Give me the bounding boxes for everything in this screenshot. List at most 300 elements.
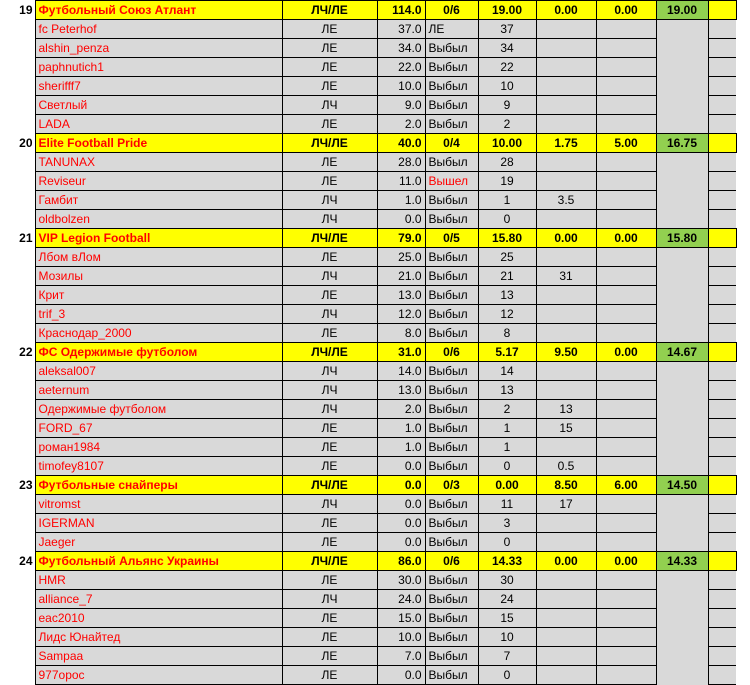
player-name: Гамбит	[35, 191, 282, 210]
team-row	[13, 476, 736, 495]
player-points: 21.0	[377, 267, 425, 286]
row-spacer	[708, 39, 736, 58]
player-status: Выбыл	[425, 647, 478, 666]
team-name: Футбольный Альянс Украины	[35, 552, 282, 571]
player-name: Лбом вЛом	[35, 248, 282, 267]
player-row	[13, 666, 736, 685]
team-score-2: 0.00	[536, 229, 596, 248]
player-score-2	[536, 305, 596, 324]
row-spacer	[708, 552, 736, 571]
player-league-type: ЛЕ	[282, 609, 377, 628]
player-name: Reviseur	[35, 172, 282, 191]
player-status: Выбыл	[425, 514, 478, 533]
player-status: Выбыл	[425, 628, 478, 647]
player-name: aleksal007	[35, 362, 282, 381]
rank-blank	[13, 438, 35, 457]
player-status: Выбыл	[425, 362, 478, 381]
team-score-3: 0.00	[596, 1, 656, 20]
player-score-3-blank	[596, 571, 656, 590]
team-league-type: ЛЧ/ЛЕ	[282, 134, 377, 153]
team-score-1: 15.80	[478, 229, 536, 248]
row-spacer	[708, 647, 736, 666]
player-league-type: ЛЕ	[282, 286, 377, 305]
row-spacer	[708, 267, 736, 286]
player-total-blank	[656, 191, 708, 210]
player-score-1: 7	[478, 647, 536, 666]
player-row	[13, 305, 736, 324]
player-score-1: 13	[478, 286, 536, 305]
player-points: 9.0	[377, 96, 425, 115]
player-score-1: 19	[478, 172, 536, 191]
player-score-3-blank	[596, 20, 656, 39]
row-spacer	[708, 476, 736, 495]
team-points: 86.0	[377, 552, 425, 571]
team-name: Elite Football Pride	[35, 134, 282, 153]
player-score-2: 3.5	[536, 191, 596, 210]
team-total: 14.33	[656, 552, 708, 571]
player-points: 10.0	[377, 77, 425, 96]
player-points: 11.0	[377, 172, 425, 191]
row-spacer	[708, 248, 736, 267]
player-score-2: 0.5	[536, 457, 596, 476]
player-score-2	[536, 20, 596, 39]
player-points: 30.0	[377, 571, 425, 590]
team-name: ФС Одержимые футболом	[35, 343, 282, 362]
player-score-3-blank	[596, 533, 656, 552]
player-name: oldbolzen	[35, 210, 282, 229]
player-league-type: ЛЧ	[282, 495, 377, 514]
team-rank: 24	[13, 552, 35, 571]
player-row	[13, 20, 736, 39]
player-score-1: 1	[478, 419, 536, 438]
player-row	[13, 609, 736, 628]
player-status: Выбыл	[425, 77, 478, 96]
team-score-1: 19.00	[478, 1, 536, 20]
player-row	[13, 191, 736, 210]
team-row	[13, 343, 736, 362]
player-name: alshin_penza	[35, 39, 282, 58]
player-row	[13, 286, 736, 305]
row-spacer	[708, 1, 736, 20]
player-status: Выбыл	[425, 96, 478, 115]
player-name: paphnutich1	[35, 58, 282, 77]
player-total-blank	[656, 77, 708, 96]
player-row	[13, 590, 736, 609]
team-score-1: 5.17	[478, 343, 536, 362]
player-score-3-blank	[596, 628, 656, 647]
player-total-blank	[656, 381, 708, 400]
row-spacer	[708, 324, 736, 343]
player-points: 1.0	[377, 438, 425, 457]
rank-blank	[13, 58, 35, 77]
player-points: 1.0	[377, 419, 425, 438]
player-league-type: ЛЕ	[282, 172, 377, 191]
player-status: Выбыл	[425, 305, 478, 324]
team-status: 0/3	[425, 476, 478, 495]
player-name: fc Peterhof	[35, 20, 282, 39]
player-score-2: 13	[536, 400, 596, 419]
player-league-type: ЛЕ	[282, 248, 377, 267]
player-status: Выбыл	[425, 381, 478, 400]
player-points: 25.0	[377, 248, 425, 267]
player-total-blank	[656, 362, 708, 381]
player-status: Выбыл	[425, 666, 478, 685]
player-score-2	[536, 514, 596, 533]
row-spacer	[708, 210, 736, 229]
row-spacer	[708, 628, 736, 647]
rank-blank	[13, 96, 35, 115]
row-spacer	[708, 229, 736, 248]
player-status: Выбыл	[425, 210, 478, 229]
rank-blank	[13, 495, 35, 514]
player-total-blank	[656, 96, 708, 115]
player-league-type: ЛЕ	[282, 77, 377, 96]
player-name: vitromst	[35, 495, 282, 514]
player-score-1: 1	[478, 191, 536, 210]
player-league-type: ЛЧ	[282, 305, 377, 324]
team-rank: 19	[13, 1, 35, 20]
player-points: 2.0	[377, 115, 425, 134]
player-status: Выбыл	[425, 286, 478, 305]
team-points: 114.0	[377, 1, 425, 20]
player-league-type: ЛЕ	[282, 20, 377, 39]
player-score-2	[536, 590, 596, 609]
player-row	[13, 39, 736, 58]
row-spacer	[708, 20, 736, 39]
player-score-3-blank	[596, 647, 656, 666]
player-score-1: 2	[478, 400, 536, 419]
player-points: 28.0	[377, 153, 425, 172]
row-spacer	[708, 191, 736, 210]
player-score-2	[536, 286, 596, 305]
row-spacer	[708, 305, 736, 324]
player-points: 13.0	[377, 381, 425, 400]
player-score-1: 34	[478, 39, 536, 58]
team-status: 0/6	[425, 552, 478, 571]
player-total-blank	[656, 267, 708, 286]
player-points: 0.0	[377, 495, 425, 514]
rank-blank	[13, 400, 35, 419]
team-total: 14.50	[656, 476, 708, 495]
player-score-1: 24	[478, 590, 536, 609]
player-league-type: ЛЧ	[282, 191, 377, 210]
player-points: 8.0	[377, 324, 425, 343]
player-points: 0.0	[377, 533, 425, 552]
player-score-1: 3	[478, 514, 536, 533]
player-league-type: ЛЕ	[282, 628, 377, 647]
player-row	[13, 381, 736, 400]
player-name: timofey8107	[35, 457, 282, 476]
player-row	[13, 457, 736, 476]
player-score-2	[536, 666, 596, 685]
player-total-blank	[656, 438, 708, 457]
player-total-blank	[656, 286, 708, 305]
row-spacer	[708, 419, 736, 438]
team-rank: 20	[13, 134, 35, 153]
player-row	[13, 172, 736, 191]
player-league-type: ЛЕ	[282, 533, 377, 552]
team-name: VIP Legion Football	[35, 229, 282, 248]
player-league-type: ЛЕ	[282, 153, 377, 172]
player-points: 0.0	[377, 210, 425, 229]
player-score-3-blank	[596, 172, 656, 191]
player-score-1: 0	[478, 533, 536, 552]
player-points: 14.0	[377, 362, 425, 381]
player-score-2	[536, 115, 596, 134]
team-score-1: 10.00	[478, 134, 536, 153]
player-score-1: 13	[478, 381, 536, 400]
player-score-3-blank	[596, 400, 656, 419]
player-total-blank	[656, 419, 708, 438]
team-league-type: ЛЧ/ЛЕ	[282, 229, 377, 248]
player-league-type: ЛЕ	[282, 514, 377, 533]
player-points: 1.0	[377, 191, 425, 210]
player-score-2	[536, 381, 596, 400]
player-score-1: 30	[478, 571, 536, 590]
team-score-2: 8.50	[536, 476, 596, 495]
player-status: Выбыл	[425, 39, 478, 58]
player-score-2	[536, 153, 596, 172]
player-total-blank	[656, 20, 708, 39]
standings-body	[13, 1, 736, 685]
row-spacer	[708, 457, 736, 476]
row-spacer	[708, 514, 736, 533]
rank-blank	[13, 248, 35, 267]
player-score-2	[536, 571, 596, 590]
player-points: 0.0	[377, 514, 425, 533]
player-total-blank	[656, 571, 708, 590]
player-score-1: 12	[478, 305, 536, 324]
player-row	[13, 571, 736, 590]
player-score-1: 9	[478, 96, 536, 115]
player-score-2: 31	[536, 267, 596, 286]
row-spacer	[708, 153, 736, 172]
player-score-3-blank	[596, 248, 656, 267]
player-row	[13, 419, 736, 438]
player-league-type: ЛЧ	[282, 362, 377, 381]
player-score-3-blank	[596, 210, 656, 229]
player-score-1: 11	[478, 495, 536, 514]
player-score-2	[536, 172, 596, 191]
player-score-3-blank	[596, 381, 656, 400]
player-row	[13, 77, 736, 96]
rank-blank	[13, 210, 35, 229]
player-row	[13, 647, 736, 666]
team-score-1: 0.00	[478, 476, 536, 495]
player-row	[13, 533, 736, 552]
player-league-type: ЛЧ	[282, 381, 377, 400]
player-status: ЛЕ	[425, 20, 478, 39]
player-score-2	[536, 77, 596, 96]
player-status: Выбыл	[425, 495, 478, 514]
team-points: 0.0	[377, 476, 425, 495]
player-total-blank	[656, 153, 708, 172]
player-league-type: ЛЕ	[282, 666, 377, 685]
rank-blank	[13, 457, 35, 476]
player-total-blank	[656, 115, 708, 134]
player-status: Выбыл	[425, 191, 478, 210]
team-row	[13, 134, 736, 153]
player-score-3-blank	[596, 590, 656, 609]
player-score-1: 1	[478, 438, 536, 457]
player-score-2	[536, 96, 596, 115]
player-name: роман1984	[35, 438, 282, 457]
player-total-blank	[656, 172, 708, 191]
player-score-3-blank	[596, 609, 656, 628]
player-name: aeternum	[35, 381, 282, 400]
row-spacer	[708, 609, 736, 628]
player-league-type: ЛЕ	[282, 419, 377, 438]
player-league-type: ЛЕ	[282, 115, 377, 134]
player-status: Выбыл	[425, 609, 478, 628]
team-rank: 21	[13, 229, 35, 248]
player-total-blank	[656, 39, 708, 58]
player-status: Выбыл	[425, 457, 478, 476]
player-score-1: 0	[478, 457, 536, 476]
rank-blank	[13, 115, 35, 134]
rank-blank	[13, 419, 35, 438]
player-score-2	[536, 438, 596, 457]
row-spacer	[708, 362, 736, 381]
player-points: 0.0	[377, 666, 425, 685]
standings-table	[13, 0, 737, 685]
player-score-3-blank	[596, 77, 656, 96]
player-total-blank	[656, 495, 708, 514]
player-score-1: 10	[478, 77, 536, 96]
player-league-type: ЛЕ	[282, 647, 377, 666]
player-status: Выбыл	[425, 571, 478, 590]
player-league-type: ЛЧ	[282, 267, 377, 286]
player-name: IGERMAN	[35, 514, 282, 533]
player-status: Выбыл	[425, 590, 478, 609]
player-name: FORD_67	[35, 419, 282, 438]
player-score-1: 0	[478, 666, 536, 685]
player-league-type: ЛЕ	[282, 39, 377, 58]
rank-blank	[13, 191, 35, 210]
player-status: Вышел	[425, 172, 478, 191]
rank-blank	[13, 533, 35, 552]
player-score-3-blank	[596, 267, 656, 286]
player-points: 15.0	[377, 609, 425, 628]
rank-blank	[13, 20, 35, 39]
rank-blank	[13, 324, 35, 343]
team-league-type: ЛЧ/ЛЕ	[282, 343, 377, 362]
player-name: Крит	[35, 286, 282, 305]
team-score-3: 0.00	[596, 229, 656, 248]
player-score-3-blank	[596, 438, 656, 457]
team-score-3: 6.00	[596, 476, 656, 495]
player-status: Выбыл	[425, 438, 478, 457]
rank-blank	[13, 267, 35, 286]
rank-blank	[13, 286, 35, 305]
player-status: Выбыл	[425, 58, 478, 77]
player-name: Мозилы	[35, 267, 282, 286]
player-total-blank	[656, 628, 708, 647]
player-name: LADA	[35, 115, 282, 134]
row-spacer	[708, 438, 736, 457]
player-row	[13, 96, 736, 115]
rank-blank	[13, 628, 35, 647]
row-spacer	[708, 666, 736, 685]
player-score-3-blank	[596, 419, 656, 438]
player-score-1: 8	[478, 324, 536, 343]
row-spacer	[708, 400, 736, 419]
player-score-3-blank	[596, 457, 656, 476]
row-spacer	[708, 77, 736, 96]
team-score-1: 14.33	[478, 552, 536, 571]
player-score-1: 28	[478, 153, 536, 172]
rank-blank	[13, 39, 35, 58]
team-status: 0/4	[425, 134, 478, 153]
player-name: HMR	[35, 571, 282, 590]
player-score-1: 22	[478, 58, 536, 77]
player-score-3-blank	[596, 115, 656, 134]
player-points: 22.0	[377, 58, 425, 77]
rank-blank	[13, 153, 35, 172]
player-total-blank	[656, 609, 708, 628]
team-rank: 22	[13, 343, 35, 362]
row-spacer	[708, 381, 736, 400]
player-score-1: 21	[478, 267, 536, 286]
player-name: Sampaa	[35, 647, 282, 666]
player-league-type: ЛЧ	[282, 96, 377, 115]
player-league-type: ЛЕ	[282, 324, 377, 343]
team-score-2: 1.75	[536, 134, 596, 153]
rank-blank	[13, 77, 35, 96]
player-score-1: 14	[478, 362, 536, 381]
player-status: Выбыл	[425, 400, 478, 419]
player-score-1: 10	[478, 628, 536, 647]
player-score-3-blank	[596, 324, 656, 343]
team-row	[13, 1, 736, 20]
player-score-3-blank	[596, 666, 656, 685]
player-row	[13, 400, 736, 419]
player-name: Краснодар_2000	[35, 324, 282, 343]
player-row	[13, 438, 736, 457]
player-league-type: ЛЧ	[282, 400, 377, 419]
player-points: 34.0	[377, 39, 425, 58]
player-row	[13, 58, 736, 77]
row-spacer	[708, 495, 736, 514]
player-score-3-blank	[596, 286, 656, 305]
player-score-2	[536, 39, 596, 58]
player-row	[13, 153, 736, 172]
player-row	[13, 267, 736, 286]
player-score-3-blank	[596, 153, 656, 172]
team-score-2: 0.00	[536, 552, 596, 571]
rank-blank	[13, 590, 35, 609]
player-score-3-blank	[596, 362, 656, 381]
player-score-2	[536, 248, 596, 267]
player-score-2	[536, 324, 596, 343]
player-row	[13, 362, 736, 381]
team-total: 14.67	[656, 343, 708, 362]
row-spacer	[708, 286, 736, 305]
player-league-type: ЛЧ	[282, 590, 377, 609]
team-league-type: ЛЧ/ЛЕ	[282, 552, 377, 571]
row-spacer	[708, 571, 736, 590]
player-score-2	[536, 210, 596, 229]
team-league-type: ЛЧ/ЛЕ	[282, 476, 377, 495]
player-score-2	[536, 533, 596, 552]
player-row	[13, 514, 736, 533]
team-status: 0/5	[425, 229, 478, 248]
player-status: Выбыл	[425, 153, 478, 172]
player-status: Выбыл	[425, 267, 478, 286]
team-row	[13, 552, 736, 571]
player-total-blank	[656, 248, 708, 267]
player-score-2	[536, 628, 596, 647]
